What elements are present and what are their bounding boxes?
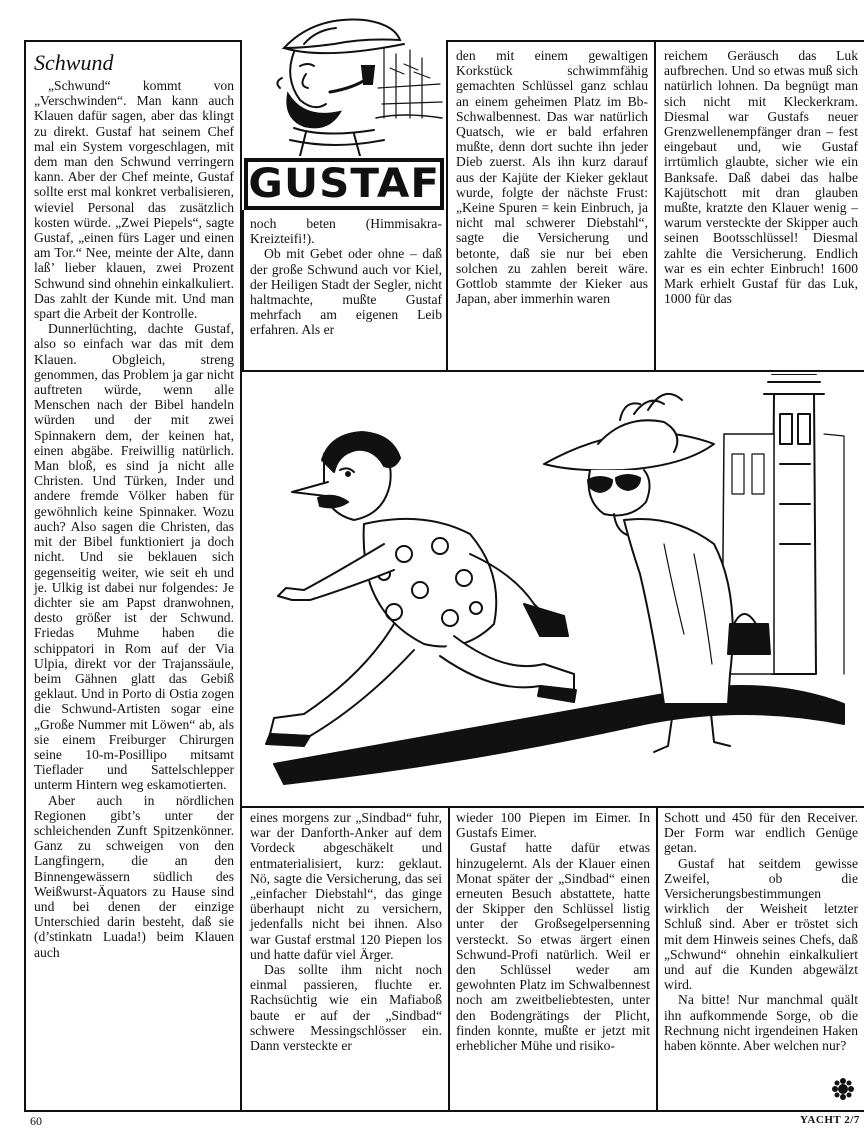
- publication-folio: YACHT 2/7: [800, 1114, 860, 1126]
- col2-bottom-paragraph-1: eines morgens zur „Sindbad“ fuhr, war der Danforth-Anker auf dem Vordeck abgeschäkelt und entmaterialisiert, kurz: geklaut. Nö, sagte die Versicherung, das sei „einfacher Diebstahl“, das ginge überhaupt nicht zu versichern, jedenfalls nicht bei ihnen. Also war Gustaf erstmal 120 Piepen los und hatte dafür viel Ärger.: [250, 810, 442, 962]
- col3-bottom-paragraph-1: wieder 100 Piepen im Eimer. In Gustafs Eimer.: [456, 810, 650, 841]
- frame-rule-col1-right: [240, 40, 242, 1112]
- column-3-bottom: [450, 810, 656, 1053]
- col4-bottom-paragraph-3: Na bitte! Nur manchmal quält ihn aufkommende Sorge, ob die Rechnung nicht irgendeinen Haken haben könnte. Aber welchen nur?: [664, 992, 858, 1054]
- frame-top-col1: [24, 40, 242, 42]
- frame-left: [24, 40, 26, 1112]
- rule-col4-left-top: [654, 40, 656, 370]
- col3-bottom-paragraph-2: Gustaf hatte dafür etwas hinzugelernt. Als der Klauer einen Monat später der „Sindbad“ einen erneuten Besuch abstattete, hatte der Skipper den Schlüssel listig unter der Großsegelpersenning versteckt. So etwas ärgert einen Schwund-Profi natürlich. Weil er den Schlüssel weder am gewohnten Platz im Schwalbennest noch am zweitbeliebtesten, unter den Bodengrätings der Plicht, finden konnte, mußte er jetzt mit erheblicher Mühe und risiko-: [456, 840, 650, 1054]
- article-title: Schwund: [34, 50, 114, 75]
- masthead-box: [244, 158, 444, 210]
- col2-top-paragraph-1: noch beten (Himmisakra-Kreizteifi!).: [250, 216, 442, 247]
- frame-bottom-col1: [24, 1110, 242, 1112]
- col2-bottom-paragraph-2: Das sollte ihm nicht noch einmal passieren, fluchte er. Rachsüchtig wie ein Mafiaboß baute er auf der „Sindbad“ schwere Messingschlösser ein. Dann versteckte er: [250, 962, 442, 1054]
- col1-paragraph-1: „Schwund“ kommt von „Verschwinden“. Man kann auch Klauen dafür sagen, aber das klingt zu direkt. Gustaf hat seinem Chef mal ein System vorgeschlagen, mit dem man den Schwund verringern kann. Aber der Chef meinte, Gustaf sollte erst mal konkret verbalisieren, wieviel Personal das zusätzlich kosten würde. „Zwei Piepels“, sagte Gustaf, „einen fürs Lager und einen am Tor.“ Nee, meinte der Alte, dann laß’ lieber klauen, zwei Prozent Schwund sind ohnehin einkalkuliert. Das zahlt der Kunde mit. Und man spart die Arbeit der Kontrolle.: [34, 78, 234, 322]
- column-2-bottom: [244, 810, 448, 1053]
- col3-top-paragraph-1: den mit einem gewaltigen Korkstück schwimmfähig gemachten Schlüssel ganz schlau an einem geheimen Platz im Bb-Schwalbennest. Das war natürlich Quatsch, wie er bald erfahren mußte, denn dort suchte ihn jeder Dieb zuerst. Als ihn kurz darauf aus der Kajüte der Kieker geklaut wurde, folgte der nächste Frust: „Keine Spuren = kein Einbruch, ja nicht mal schwerer Diebstahl“, sagte die Versicherung und betonte, daß sie nur bei eben solchen zu zahlen bereit wäre. Gottlob stammte der Kieker aus Japan, aber immerhin waren: [456, 48, 648, 307]
- column-4-top: [658, 48, 864, 306]
- thief-and-lady-cartoon: [244, 374, 864, 804]
- col1-paragraph-3: Aber auch in nördlichen Regionen gibt’s unter der schleichenden Zunft Spitzenkönner. Ganz zu schweigen von den Langfingern, die an den Binnengewässern südlich des Weißwurst-Äquators zu Hause sind und bei denen der einzige Unterschied darin besteht, daß sie (d’stinkatn Luada!) beim Klauen auch: [34, 792, 234, 960]
- column-2-top: [244, 216, 448, 338]
- col2-top-paragraph-2: Ob mit Gebet oder ohne – daß der große Schwund auch vor Kiel, der Heiligen Stadt der Segler, nicht haltmachte, mußte Gustaf mehrfach am eigenen Leib erfahren. Als er: [250, 246, 442, 338]
- rule-col2-bottom-top: [242, 370, 864, 372]
- masthead-title: GUSTAF: [248, 161, 440, 207]
- page-number: 60: [30, 1114, 42, 1128]
- frame-bottom-right: [242, 1110, 864, 1112]
- col4-bottom-paragraph-2: Gustaf hat seitdem gewisse Zweifel, ob die Versicherungsbestimmungen wirklich der Weisheit letzter Schluß sind. Aber er tröstet sich mit dem Hinweis seines Chefs, daß „Schwund“ ohnehin einkalkuliert und auf die Kunden abgewälzt wird.: [664, 855, 858, 993]
- col4-bottom-paragraph-1: Schott und 450 für den Receiver. Der Form war endlich Genüge getan.: [664, 810, 858, 856]
- col1-paragraph-2: Dunnerlüchting, dachte Gustaf, also so einfach war das mit dem Klauen. Obgleich, streng genommen, das Problem ja gar nicht auftreten würde, wenn alle Menschen nach der Bibel handeln würden und der mit zwei Spinnakern dem, der keinen hat, einen abgäbe. Freiwillig natürlich. Man bloß, es sind ja nicht alle Christen. Und Türken, Inder und andere fremde Völker haben für gewöhnlich keine Spinnaker. Wozu auch? Also sagen die Christen, das mit der Bibel funktioniert ja doch nicht. Und sie beklauen sich gegenseitig weiter, wie seit eh und je. Ulkig ist dabei nur folgendes: Je dichter sie am Papst dranwohnen, desto größer ist der Schwund. Friedas Muhme haben die schippatori in Rom auf der Via Ulpia, direkt vor der Trajanssäule, beim Gähnen glatt das Gebiß geklaut. Und in Porto di Ostia zogen die Schwund-Artisten sogar eine „Große Nummer mit Löwen“ ab, als sie einem Freiburger Chirurgen seine 10-m-Posillipo mitsamt Tieflader und Sattelschlepper unterm Hintern weg eskamotierten.: [34, 321, 234, 793]
- captain-portrait-illustration: [244, 8, 444, 156]
- column-1: [28, 50, 240, 960]
- rule-bottom-top: [242, 806, 864, 808]
- end-mark-icon: [832, 1078, 854, 1100]
- column-4-bottom: [658, 810, 864, 1053]
- col4-top-paragraph-1: reichem Geräusch das Luk aufbrechen. Und so etwas muß sich natürlich lohnen. Da begnügt man sich nicht mit Kleckerkram. Diesmal war Gustafs neuer Grenzwellenempfänger dran – fest eingebaut und, wie Gustaf irrtümlich glaubte, sicher wie ein Banksafe. Daß dabei das halbe Kajütschott mit dran glauben mußte, kratzte den Klauer wenig – warum versteckte der Skipper auch seinen Bootsschlüssel! Diesmal zahlte die Versicherung. Endlich war es ein echter Einbruch! 1600 Mark erhielt Gustaf für das Luk, 1000 für das: [664, 48, 858, 307]
- column-3-top: [450, 48, 654, 306]
